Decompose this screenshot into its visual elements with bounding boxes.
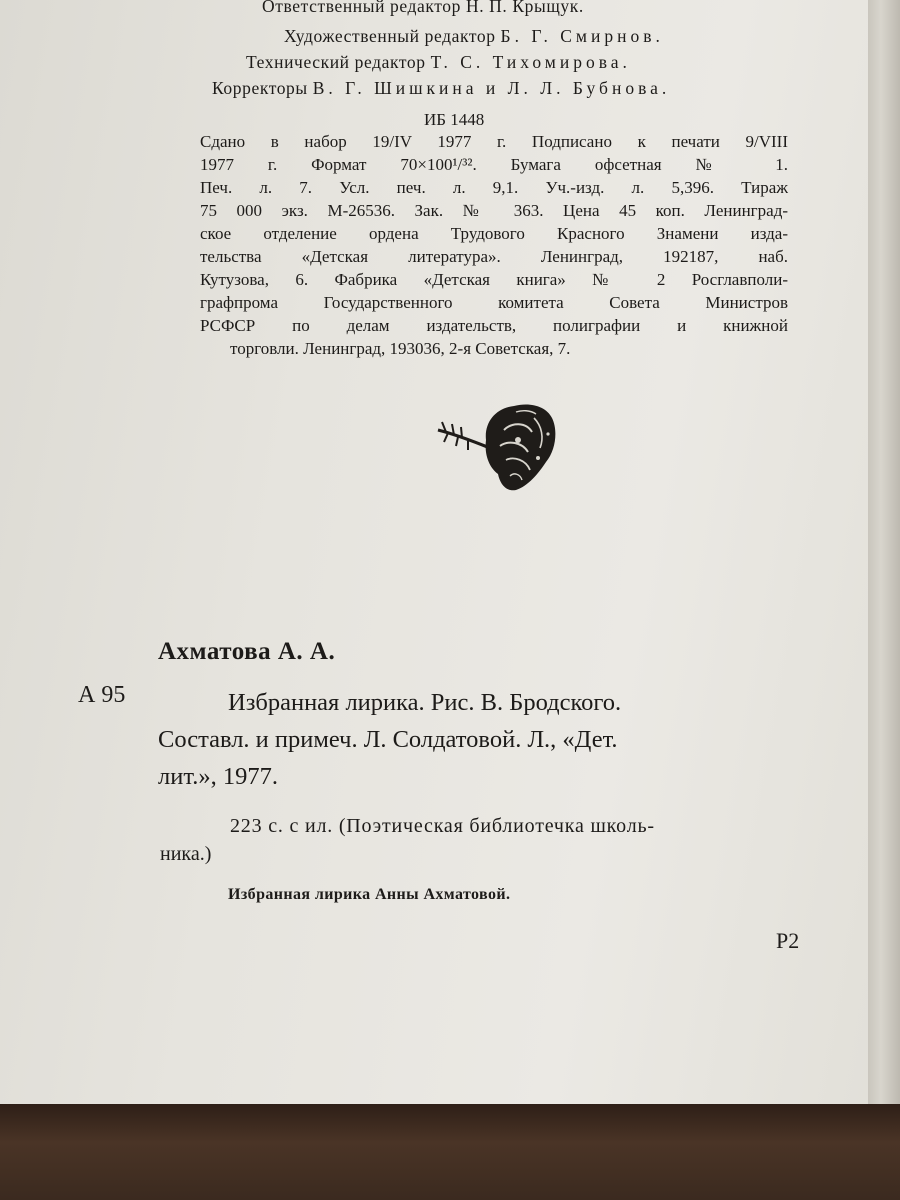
pages-line: ника.) [160,843,212,865]
page-edge [868,0,900,1104]
rose-vignette-icon [434,400,560,492]
imprint-line: Сдано в набор 19/IV 1977 г. Подписано к печати 9/VIII [200,132,788,151]
catalog-description [158,684,818,795]
responsible-editor-text: Ответственный редактор Н. П. Крыщук. [262,0,584,16]
tech-editor-name: Т. С. Тихомирова. [430,52,631,72]
imprint-line: 1977 г. Формат 70×100¹/³². Бумага офсетная № 1. [200,155,788,174]
imprint-line: Кутузова, 6. Фабрика «Детская книга» № 2 Росглавполи- [200,270,788,289]
description-line: Избранная лирика. Рис. В. Бродского. [228,689,622,716]
catalog-pages [160,812,820,868]
imprint-block [200,130,788,360]
art-editor-line [284,26,664,47]
description-line: Составл. и примеч. Л. Солдатовой. Л., «Дет. [158,726,618,753]
imprint-line: Печ. л. 7. Усл. печ. л. 9,1. Уч.-изд. л. 5,396. Тираж [200,178,788,197]
tech-editor-label: Технический редактор [246,52,426,72]
imprint-line: 75 000 экз. М-26536. Зак. № 363. Цена 45 коп. Ленинград- [200,201,788,220]
art-editor-name: Б. Г. Смирнов. [500,26,664,46]
catalog-classification: Р2 [776,928,800,953]
responsible-editor-line [262,0,584,17]
catalog-annotation: Избранная лирика Анны Ахматовой. [228,886,511,903]
imprint-line: тельства «Детская литература». Ленинград, 192187, наб. [200,247,788,266]
table-surface [0,1104,900,1200]
catalog-author: Ахматова А. А. [158,638,336,665]
imprint-line: ское отделение ордена Трудового Красного Знамени изда- [200,224,788,243]
imprint-line: графпрома Государственного комитета Совета Министров [200,293,788,312]
correctors-label: Корректоры [212,78,308,98]
tech-editor-line [246,52,631,73]
imprint-line: торговли. Ленинград, 193036, 2-я Советская, 7. [230,339,571,358]
ib-number: ИБ 1448 [424,110,485,129]
description-line: лит.», 1977. [158,763,278,790]
catalog-code: А 95 [78,682,126,708]
art-editor-label: Художественный редактор [284,26,496,46]
imprint-line: РСФСР по делам издательств, полиграфии и книжной [200,316,788,335]
correctors-line [212,78,670,99]
pages-line: 223 с. с ил. (Поэтическая библиотечка школь- [230,815,655,837]
correctors-names: В. Г. Шишкина и Л. Л. Бубнова. [312,78,671,98]
